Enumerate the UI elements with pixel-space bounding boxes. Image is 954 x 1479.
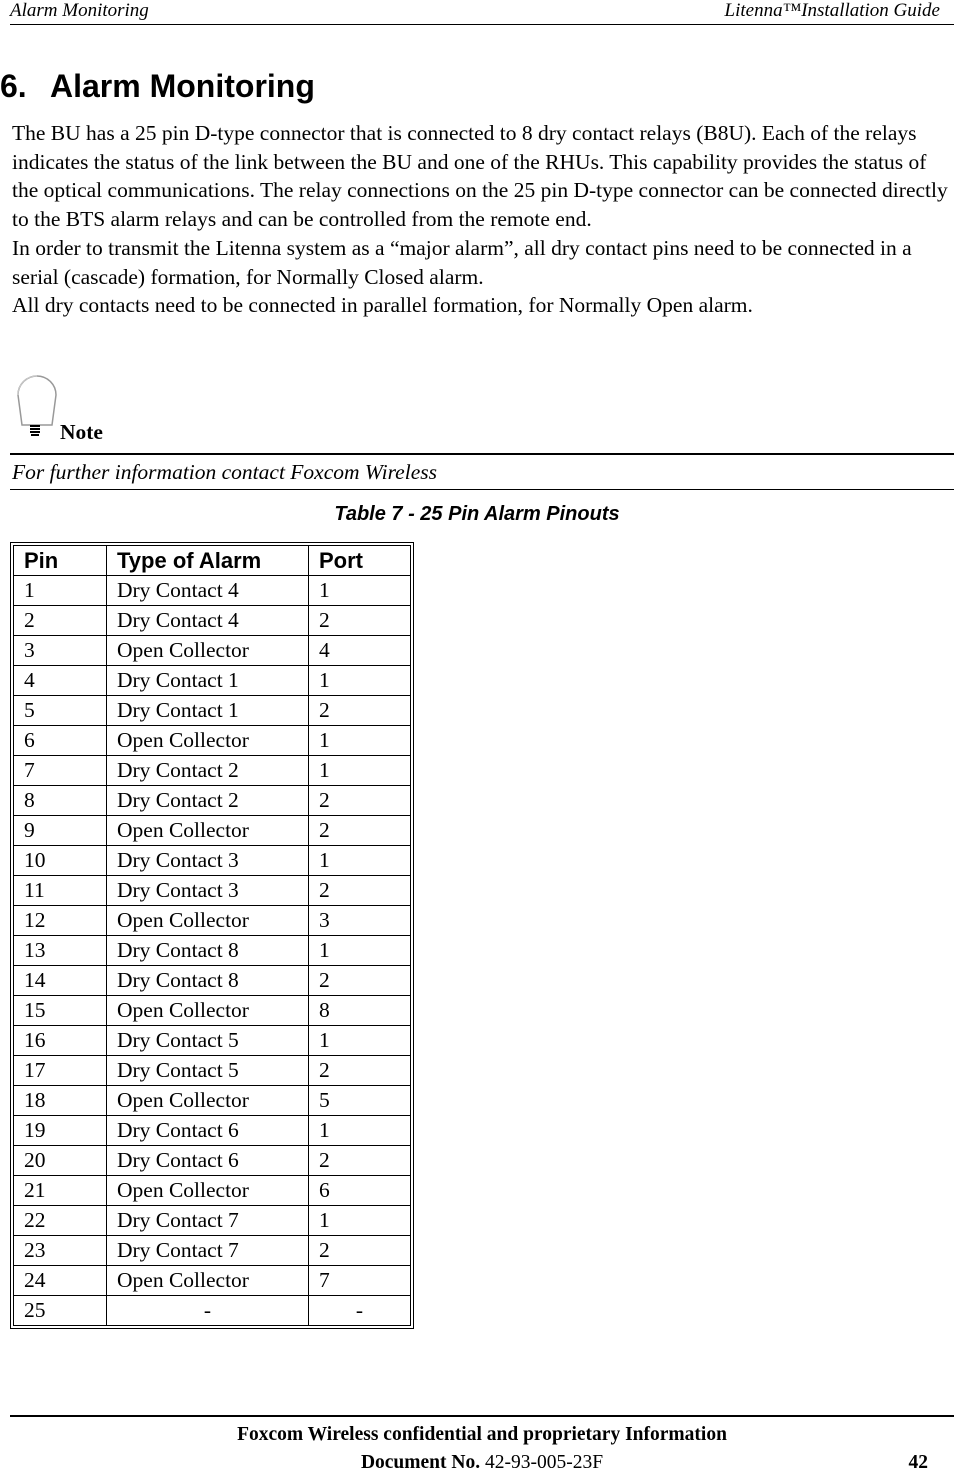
cell-alarm-type: Dry Contact 2 xyxy=(107,786,309,816)
table-row xyxy=(14,876,411,906)
cell-alarm-type: Dry Contact 7 xyxy=(107,1206,309,1236)
table-row xyxy=(14,1236,411,1266)
cell-pin: 11 xyxy=(14,876,107,906)
cell-pin: 19 xyxy=(14,1116,107,1146)
cell-pin: 16 xyxy=(14,1026,107,1056)
cell-pin: 25 xyxy=(14,1296,107,1326)
cell-pin: 23 xyxy=(14,1236,107,1266)
cell-pin: 21 xyxy=(14,1176,107,1206)
table-row xyxy=(14,1056,411,1086)
cell-pin: 17 xyxy=(14,1056,107,1086)
cell-pin: 20 xyxy=(14,1146,107,1176)
table-row xyxy=(14,846,411,876)
cell-alarm-type: Open Collector xyxy=(107,1176,309,1206)
footer-confidential: Foxcom Wireless confidential and proprietary Information xyxy=(237,1424,727,1445)
column-header-pin: Pin xyxy=(14,546,107,576)
table-row xyxy=(14,696,411,726)
cell-alarm-type: Dry Contact 5 xyxy=(107,1056,309,1086)
cell-port: 1 xyxy=(309,726,411,756)
cell-pin: 9 xyxy=(14,816,107,846)
note-label: Note xyxy=(60,420,103,444)
cell-pin: 22 xyxy=(14,1206,107,1236)
cell-pin: 24 xyxy=(14,1266,107,1296)
cell-port: 2 xyxy=(309,1236,411,1266)
header-guide-title: Litenna™Installation Guide xyxy=(724,0,940,21)
cell-port: 1 xyxy=(309,846,411,876)
column-header-port: Port xyxy=(309,546,411,576)
cell-alarm-type: Open Collector xyxy=(107,816,309,846)
cell-alarm-type: Open Collector xyxy=(107,1086,309,1116)
cell-port: 2 xyxy=(309,1056,411,1086)
cell-port: 2 xyxy=(309,876,411,906)
cell-pin: 3 xyxy=(14,636,107,666)
table-row xyxy=(14,1026,411,1056)
table-row xyxy=(14,786,411,816)
cell-port: 8 xyxy=(309,996,411,1026)
cell-port: 2 xyxy=(309,786,411,816)
cell-alarm-type: Open Collector xyxy=(107,636,309,666)
cell-pin: 10 xyxy=(14,846,107,876)
cell-alarm-type: Open Collector xyxy=(107,906,309,936)
footer-document xyxy=(10,1452,954,1474)
cell-alarm-type: Dry Contact 1 xyxy=(107,666,309,696)
cell-port: 1 xyxy=(309,1116,411,1146)
table-row xyxy=(14,936,411,966)
paragraph: In order to transmit the Litenna system as a “major alarm”, all dry contact pins need to be connected in a serial (cascade) formation, for Normally Closed alarm. xyxy=(12,235,912,289)
header-section-name: Alarm Monitoring xyxy=(10,0,149,21)
cell-port: 1 xyxy=(309,756,411,786)
cell-port: 5 xyxy=(309,1086,411,1116)
section-title-text: Alarm Monitoring xyxy=(50,68,315,104)
cell-port: 2 xyxy=(309,816,411,846)
cell-port: 1 xyxy=(309,1026,411,1056)
cell-port: 6 xyxy=(309,1176,411,1206)
paragraph: The BU has a 25 pin D-type connector that is connected to 8 dry contact relays (B8U). Each of the relays indicates the status of the link between the BU and one of the RHUs. This capability provides the status of the optical communications. The relay connections on the 25 pin D-type connector can be connected directly to the BTS alarm relays and can be controlled from the remote end. xyxy=(12,121,948,232)
section-number: 6. xyxy=(0,68,27,104)
cell-pin: 2 xyxy=(14,606,107,636)
cell-port: - xyxy=(309,1296,411,1326)
cell-pin: 12 xyxy=(14,906,107,936)
cell-port: 1 xyxy=(309,576,411,606)
cell-port: 1 xyxy=(309,666,411,696)
cell-port: 1 xyxy=(309,1206,411,1236)
table-row xyxy=(14,606,411,636)
doc-number: 42-93-005-23F xyxy=(484,1452,604,1473)
pinout-table xyxy=(13,545,411,1326)
table-row xyxy=(14,1176,411,1206)
table-row xyxy=(14,996,411,1026)
table-header-row xyxy=(14,546,411,576)
cell-alarm-type: Open Collector xyxy=(107,726,309,756)
body-text xyxy=(12,119,952,320)
cell-alarm-type: Open Collector xyxy=(107,1266,309,1296)
table-row xyxy=(14,966,411,996)
note-box xyxy=(10,453,954,490)
page-header xyxy=(10,0,954,25)
table-row xyxy=(14,1116,411,1146)
cell-pin: 7 xyxy=(14,756,107,786)
cell-alarm-type: Dry Contact 6 xyxy=(107,1116,309,1146)
cell-alarm-type: Dry Contact 6 xyxy=(107,1146,309,1176)
cell-pin: 5 xyxy=(14,696,107,726)
table-row xyxy=(14,1086,411,1116)
cell-alarm-type: Dry Contact 4 xyxy=(107,576,309,606)
table-row xyxy=(14,576,411,606)
table-row xyxy=(14,906,411,936)
table-row xyxy=(14,1146,411,1176)
cell-alarm-type: Dry Contact 8 xyxy=(107,966,309,996)
column-header-type: Type of Alarm xyxy=(107,546,309,576)
cell-alarm-type: Dry Contact 1 xyxy=(107,696,309,726)
table-row xyxy=(14,1296,411,1326)
cell-pin: 4 xyxy=(14,666,107,696)
cell-pin: 6 xyxy=(14,726,107,756)
cell-port: 2 xyxy=(309,696,411,726)
cell-alarm-type: Open Collector xyxy=(107,996,309,1026)
cell-alarm-type: Dry Contact 7 xyxy=(107,1236,309,1266)
cell-port: 2 xyxy=(309,1146,411,1176)
table-row xyxy=(14,636,411,666)
cell-port: 3 xyxy=(309,906,411,936)
cell-alarm-type: Dry Contact 4 xyxy=(107,606,309,636)
cell-alarm-type: Dry Contact 2 xyxy=(107,756,309,786)
table-row xyxy=(14,1266,411,1296)
cell-alarm-type: Dry Contact 3 xyxy=(107,876,309,906)
cell-pin: 14 xyxy=(14,966,107,996)
cell-pin: 18 xyxy=(14,1086,107,1116)
table-caption: Table 7 - 25 Pin Alarm Pinouts xyxy=(334,503,620,525)
cell-alarm-type: - xyxy=(107,1296,309,1326)
cell-port: 2 xyxy=(309,966,411,996)
table-row xyxy=(14,726,411,756)
table-row xyxy=(14,756,411,786)
page-number: 42 xyxy=(908,1452,928,1473)
cell-alarm-type: Dry Contact 5 xyxy=(107,1026,309,1056)
table-row xyxy=(14,1206,411,1236)
page-footer xyxy=(10,1415,954,1479)
cell-port: 1 xyxy=(309,936,411,966)
section-title xyxy=(0,68,315,105)
cell-alarm-type: Dry Contact 8 xyxy=(107,936,309,966)
cell-pin: 13 xyxy=(14,936,107,966)
cell-pin: 8 xyxy=(14,786,107,816)
note-text: For further information contact Foxcom Wireless xyxy=(12,460,437,484)
cell-alarm-type: Dry Contact 3 xyxy=(107,846,309,876)
lightbulb-icon xyxy=(14,365,60,443)
table-row xyxy=(14,666,411,696)
cell-port: 7 xyxy=(309,1266,411,1296)
cell-pin: 1 xyxy=(14,576,107,606)
cell-pin: 15 xyxy=(14,996,107,1026)
pinout-table-frame xyxy=(10,542,414,1329)
cell-port: 4 xyxy=(309,636,411,666)
table-row xyxy=(14,816,411,846)
paragraph: All dry contacts need to be connected in parallel formation, for Normally Open alarm. xyxy=(12,293,753,318)
doc-label: Document No. xyxy=(360,1452,481,1473)
cell-port: 2 xyxy=(309,606,411,636)
